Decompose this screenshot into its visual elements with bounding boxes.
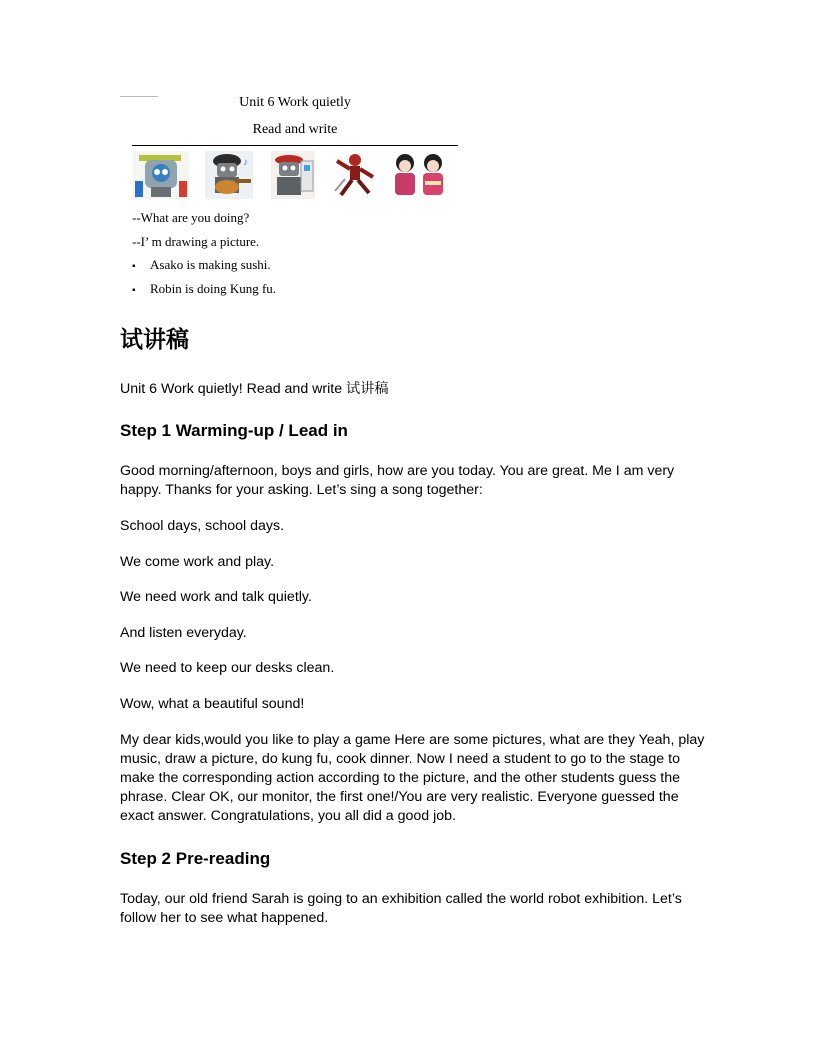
song-line: And listen everyday. [120, 625, 247, 641]
robot-kids-icon [133, 151, 189, 199]
blueprint-divider [132, 145, 458, 146]
song-line: We need to keep our desks clean. [120, 660, 335, 676]
step1-heading: Step 1 Warming-up / Lead in [120, 421, 348, 440]
step2-heading: Step 2 Pre-reading [120, 849, 271, 868]
greeting-paragraph: Good morning/afternoon, boys and girls, how are you today. You are great. Me I am very happy. Thanks for your asking. Let’s sing a song together: [120, 463, 675, 498]
bullet-icon: ▪ [132, 285, 136, 296]
song-line: We need work and talk quietly. [120, 589, 312, 605]
song-line: We come work and play. [120, 554, 275, 570]
document-subtitle: Unit 6 Work quietly! Read and write 试讲稿 [120, 381, 389, 397]
dialogue-answer: --I’ m drawing a picture. [132, 234, 260, 249]
song-line: School days, school days. [120, 518, 285, 534]
step2-paragraph: Today, our old friend Sarah is going to an exhibition called the world robot exhibition. Let’s follow her to see what happened. [120, 891, 682, 926]
bullet-text: Robin is doing Kung fu. [150, 281, 277, 296]
bullet-icon: ▪ [132, 261, 136, 272]
robot-guitar-icon [205, 151, 253, 199]
robot-painting-icon [271, 151, 315, 199]
robot-kungfu-icon [333, 151, 377, 199]
dialogue-question: --What are you doing? [132, 210, 250, 225]
blueprint-title: Unit 6 Work quietly [239, 95, 351, 110]
bullet-item [132, 281, 276, 299]
girls-sushi-icon [389, 151, 451, 199]
song-line: Wow, what a beautiful sound! [120, 696, 305, 712]
svg-text:♪: ♪ [243, 157, 248, 168]
document-title: 试讲稿 [120, 327, 189, 353]
game-paragraph: My dear kids,would you like to play a game Here are some pictures, what are they Yeah, play music, draw a picture, do kung fu, cook dinner. Now I need a student to go to the stage to make the corresponding action according to the picture, and the other students guess the phrase. Clear OK, our monitor, the first one!/You are very realistic. Everyone guessed the exact answer. Congratulations, you all did a good job. [120, 732, 705, 824]
bullet-item [132, 257, 271, 275]
bullet-text: Asako is making sushi. [150, 257, 271, 272]
blueprint-subtitle: Read and write [252, 122, 338, 137]
